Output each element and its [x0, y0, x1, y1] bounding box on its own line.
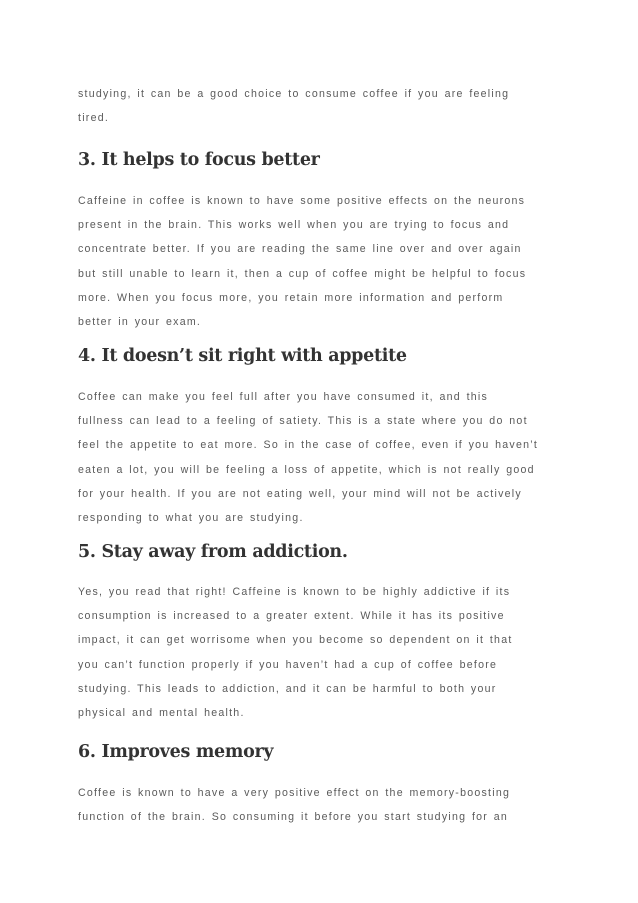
section-paragraph-appetite	[78, 385, 538, 530]
section-paragraph-focus	[78, 189, 526, 334]
section-paragraph-addiction	[78, 580, 513, 725]
paragraph-line: impact, it can get worrisome when you become so dependent on it that	[78, 634, 513, 647]
intro-paragraph	[78, 82, 509, 130]
paragraph-line: for your health. If you are not eating well, your mind will not be actively	[78, 487, 522, 500]
paragraph-line: feel the appetite to eat more. So in the case of coffee, even if you haven’t	[78, 439, 539, 452]
section-heading-appetite: 4. It doesn’t sit right with appetite	[78, 346, 407, 366]
paragraph-line: fullness can lead to a feeling of satiety. This is a state where you do not	[78, 415, 528, 428]
paragraph-line: concentrate better. If you are reading the same line over and over again	[78, 243, 522, 256]
paragraph-line: physical and mental health.	[78, 707, 245, 720]
paragraph-line: responding to what you are studying.	[78, 512, 304, 525]
paragraph-line: studying, it can be a good choice to consume coffee if you are feeling	[78, 88, 510, 100]
section-heading-addiction: 5. Stay away from addiction.	[78, 542, 348, 562]
section-heading-focus: 3. It helps to focus better	[78, 150, 320, 170]
section-paragraph-memory	[78, 781, 510, 829]
paragraph-line: but still unable to learn it, then a cup of coffee might be helpful to focus	[78, 267, 527, 280]
paragraph-line: more. When you focus more, you retain more information and perform	[78, 291, 504, 304]
paragraph-line: present in the brain. This works well when you are trying to focus and	[78, 219, 510, 232]
paragraph-line: you can’t function properly if you haven’t had a cup of coffee before	[78, 658, 498, 671]
paragraph-line: better in your exam.	[78, 316, 202, 329]
paragraph-line: function of the brain. So consuming it before you start studying for an	[78, 811, 509, 824]
section-heading-memory: 6. Improves memory	[78, 742, 274, 762]
paragraph-line: Coffee is known to have a very positive effect on the memory-boosting	[78, 787, 511, 799]
paragraph-line: studying. This leads to addiction, and it can be harmful to both your	[78, 682, 497, 695]
paragraph-line: Coffee can make you feel full after you have consumed it, and this	[78, 391, 489, 403]
paragraph-line: tired.	[78, 112, 110, 125]
paragraph-line: eaten a lot, you will be feeling a loss of appetite, which is not really good	[78, 463, 535, 476]
paragraph-line: Yes, you read that right! Caffeine is known to be highly addictive if its	[78, 586, 511, 598]
paragraph-line: Caffeine in coffee is known to have some positive effects on the neurons	[78, 195, 526, 207]
paragraph-line: consumption is increased to a greater extent. While it has its positive	[78, 610, 505, 623]
